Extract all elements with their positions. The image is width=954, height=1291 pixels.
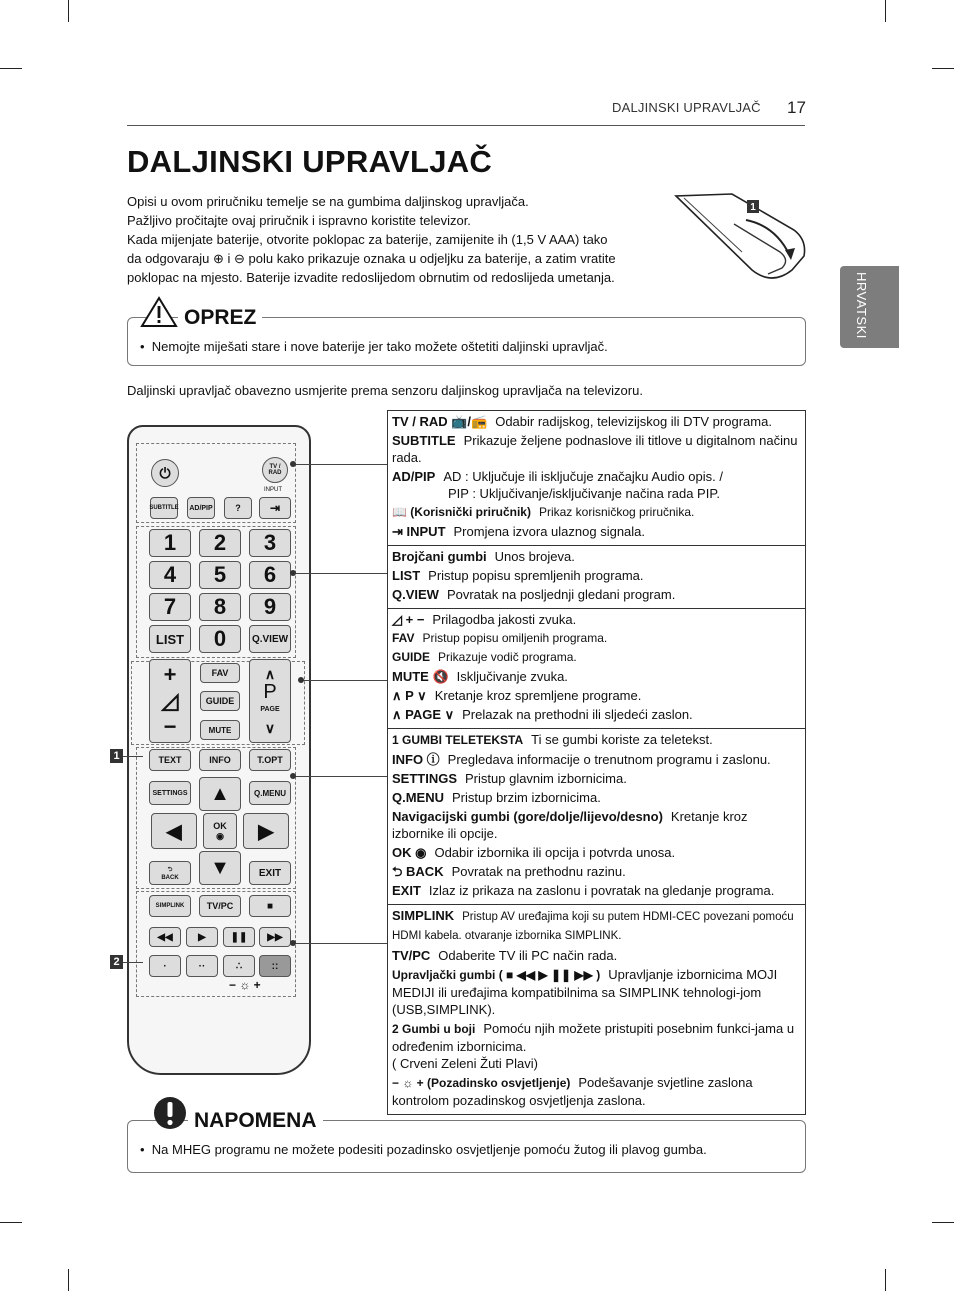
qmenu-button[interactable]: Q.MENU bbox=[249, 781, 291, 805]
backlight-control: − ☼ + bbox=[229, 978, 261, 992]
desc-value: Odabir radijskog, televizijskog ili DTV programa. bbox=[495, 414, 772, 429]
exclamation-icon bbox=[153, 1096, 187, 1130]
desc-key: 1 GUMBI TELETEKSTA bbox=[392, 733, 524, 747]
callout-2: 2 bbox=[110, 955, 123, 969]
desc-value: Kretanje kroz spremljene programe. bbox=[434, 688, 642, 703]
callout-1-leader bbox=[123, 756, 143, 757]
table-cell bbox=[388, 729, 806, 905]
desc-value: Pomoću njih možete pristupiti posebnim funkci-jama u određenim izbornicima. bbox=[392, 1021, 795, 1054]
leader-group-nav bbox=[293, 776, 387, 777]
volume-rocker[interactable]: + ◿ − bbox=[149, 659, 191, 743]
back-label: BACK bbox=[161, 875, 179, 881]
desc-row bbox=[392, 687, 801, 704]
leader-group-digits bbox=[293, 573, 387, 574]
desc-value: Prikaz korisničkog priručnika. bbox=[538, 505, 695, 519]
nav-right-button[interactable]: ▶ bbox=[243, 813, 289, 849]
table-cell bbox=[388, 609, 806, 729]
desc-row bbox=[392, 567, 801, 584]
table-cell bbox=[388, 546, 806, 609]
desc-key: GUIDE bbox=[392, 650, 431, 664]
desc-value: Odabir izbornika ili opcija i potvrda unosa. bbox=[434, 845, 676, 860]
desc-key: OK ◉ bbox=[392, 845, 427, 860]
desc-value: PIP : Uključivanje/isključivanje načina rada PIP. bbox=[448, 486, 720, 501]
desc-value: Prikazuje željene podnaslove ili titlove u digitalnom načinu rada. bbox=[392, 433, 798, 465]
desc-row bbox=[392, 611, 801, 628]
leader-group-volume bbox=[301, 680, 387, 681]
desc-key: 2 Gumbi u boji bbox=[392, 1022, 476, 1036]
list-button[interactable]: LIST bbox=[149, 625, 191, 653]
desc-value: Povratak na prethodnu razinu. bbox=[451, 864, 626, 879]
desc-row bbox=[392, 882, 801, 899]
caution-text-content: Nemojte miješati stare i nove baterije jer tako možete oštetiti daljinski upravljač. bbox=[151, 339, 608, 354]
desc-row bbox=[392, 1074, 801, 1109]
desc-row bbox=[392, 504, 801, 521]
leader-dot bbox=[290, 570, 296, 576]
desc-key: ∧ P ∨ bbox=[392, 688, 427, 703]
desc-value: Prelazak na prethodni ili sljedeći zaslon. bbox=[462, 707, 693, 722]
desc-row bbox=[392, 548, 801, 565]
yellow-button[interactable]: ∴ bbox=[223, 955, 255, 977]
fav-button[interactable]: FAV bbox=[200, 663, 240, 683]
caution-title: OPREZ bbox=[178, 306, 262, 330]
desc-key: Brojčani gumbi bbox=[392, 549, 487, 564]
intro-line: Pažljivo pročitajte ovaj priručnik i ispravno koristite televizor. bbox=[127, 213, 471, 228]
desc-key: ∧ PAGE ∨ bbox=[392, 707, 455, 722]
table-row bbox=[388, 905, 806, 1115]
desc-key: SETTINGS bbox=[392, 771, 458, 786]
digit-1-button[interactable]: 1 bbox=[149, 529, 191, 557]
intro-text bbox=[127, 192, 682, 287]
desc-key: 📖 (Korisnički priručnik) bbox=[392, 505, 531, 519]
topt-button[interactable]: T.OPT bbox=[249, 749, 291, 771]
digit-5-button[interactable]: 5 bbox=[199, 561, 241, 589]
desc-value: Pristup brzim izbornicima. bbox=[452, 790, 601, 805]
desc-key: INFO ⓘ bbox=[392, 752, 440, 767]
desc-row bbox=[392, 863, 801, 880]
desc-key: ◿ + − bbox=[392, 612, 425, 627]
input-button[interactable]: ⇥ bbox=[259, 497, 291, 519]
digit-0-button[interactable]: 0 bbox=[199, 625, 241, 653]
desc-row bbox=[392, 485, 801, 502]
page-title: DALJINSKI UPRAVLJAČ bbox=[127, 144, 493, 179]
note-text: • Na MHEG programu ne možete podesiti pozadinsko osvjetljenje pomoću žutog ili plavog gumba. bbox=[140, 1142, 707, 1157]
desc-row bbox=[392, 586, 801, 603]
mute-button[interactable]: MUTE bbox=[200, 720, 240, 740]
fast-forward-button[interactable]: ▶▶ bbox=[259, 927, 291, 947]
crop-mark bbox=[0, 1222, 22, 1223]
table-row bbox=[388, 609, 806, 729]
page-label: PAGE bbox=[260, 706, 280, 713]
nav-up-button[interactable]: ▲ bbox=[199, 777, 241, 811]
desc-key: SIMPLINK bbox=[392, 908, 455, 923]
svg-text:1: 1 bbox=[750, 202, 756, 213]
desc-key: ⮌ BACK bbox=[392, 864, 444, 879]
desc-value: Pristup glavnim izbornicima. bbox=[465, 771, 627, 786]
green-button[interactable]: ·· bbox=[186, 955, 218, 977]
desc-row bbox=[392, 523, 801, 540]
crop-mark bbox=[932, 68, 954, 69]
crop-mark bbox=[0, 68, 22, 69]
desc-key: ⇥ INPUT bbox=[392, 524, 446, 539]
note-title: NAPOMENA bbox=[188, 1109, 323, 1133]
intro-line: poklopac na mjesto. Baterije izvadite redoslijedom obrnutim od redoslijeda umetanja. bbox=[127, 270, 615, 285]
simplink-button[interactable]: SIMPLINK bbox=[149, 895, 191, 917]
table-cell bbox=[388, 905, 806, 1115]
desc-row bbox=[392, 789, 801, 806]
desc-value: Pristup popisu omiljenih programa. bbox=[422, 631, 608, 645]
crop-mark bbox=[932, 1222, 954, 1223]
tv-rad-button[interactable]: TV / RAD bbox=[262, 457, 288, 483]
back-button[interactable]: ⮌ BACK bbox=[149, 861, 191, 885]
caution-text: • Nemojte miješati stare i nove baterije jer tako možete oštetiti daljinski upravljač. bbox=[140, 339, 608, 354]
desc-key: FAV bbox=[392, 631, 415, 645]
desc-key: − ☼ + (Pozadinsko osvjetljenje) bbox=[392, 1076, 571, 1090]
leader-dot bbox=[290, 461, 296, 467]
desc-key: Q.VIEW bbox=[392, 587, 439, 602]
leader-group-bottom bbox=[293, 943, 387, 944]
power-button[interactable]: ⏻ bbox=[151, 459, 179, 487]
language-tab bbox=[840, 266, 899, 348]
help-button[interactable]: ? bbox=[224, 497, 252, 519]
blue-button[interactable]: :: bbox=[259, 955, 291, 977]
desc-value: Kretanje kroz izbornike ili opcije. bbox=[392, 809, 748, 841]
running-header: DALJINSKI UPRAVLJAČ bbox=[612, 100, 761, 115]
ok-label: OK bbox=[213, 820, 227, 831]
language-tab-label: HRVATSKI bbox=[854, 272, 869, 339]
digit-8-button[interactable]: 8 bbox=[199, 593, 241, 621]
leader-dot bbox=[298, 677, 304, 683]
program-label: P bbox=[263, 681, 277, 703]
desc-row bbox=[392, 468, 801, 485]
crop-mark bbox=[68, 0, 69, 22]
ok-button[interactable]: OK ◉ bbox=[203, 813, 237, 849]
callout-2-leader bbox=[123, 962, 143, 963]
program-rocker[interactable]: ∧ P PAGE ∨ bbox=[249, 659, 291, 743]
desc-key: TV/PC bbox=[392, 948, 431, 963]
subtitle-button[interactable]: SUBTITLE bbox=[150, 497, 178, 519]
header-rule bbox=[127, 125, 805, 126]
desc-row bbox=[392, 649, 801, 666]
remote-control-drawing bbox=[127, 425, 311, 1075]
callout-1: 1 bbox=[110, 749, 123, 763]
desc-row bbox=[392, 413, 801, 430]
nav-left-button[interactable]: ◀ bbox=[151, 813, 197, 849]
intro-line: Opisi u ovom priručniku temelje se na gumbima daljinskog upravljača. bbox=[127, 194, 529, 209]
guide-button[interactable]: GUIDE bbox=[200, 691, 240, 711]
desc-row bbox=[392, 907, 801, 945]
pause-button[interactable]: ❚❚ bbox=[223, 927, 255, 947]
desc-row bbox=[392, 947, 801, 964]
digit-6-button[interactable]: 6 bbox=[249, 561, 291, 589]
desc-key: Navigacijski gumbi (gore/dolje/lijevo/desno) bbox=[392, 809, 663, 824]
desc-value: Pregledava informacije o trenutnom programu i zaslonu. bbox=[447, 752, 771, 767]
desc-value: Unos brojeva. bbox=[494, 549, 575, 564]
desc-key: Upravljački gumbi ( ■ ◀◀ ▶ ❚❚ ▶▶ ) bbox=[392, 968, 601, 982]
leader-group-top bbox=[293, 464, 387, 465]
desc-row bbox=[392, 1020, 801, 1055]
input-label: INPUT bbox=[264, 487, 282, 493]
desc-value: Izlaz iz prikaza na zaslonu i povratak na gledanje programa. bbox=[428, 883, 775, 898]
desc-value: ( Crveni Zeleni Žuti Plavi) bbox=[392, 1056, 538, 1071]
desc-row bbox=[392, 751, 801, 768]
desc-row bbox=[392, 770, 801, 787]
desc-key: Q.MENU bbox=[392, 790, 444, 805]
note-text-content: Na MHEG programu ne možete podesiti pozadinsko osvjetljenje pomoću žutog ili plavog gumba. bbox=[151, 1142, 707, 1157]
desc-value: Odaberite TV ili PC način rada. bbox=[438, 948, 618, 963]
settings-button[interactable]: SETTINGS bbox=[149, 781, 191, 805]
table-row bbox=[388, 729, 806, 905]
desc-row bbox=[392, 1055, 801, 1072]
desc-row bbox=[392, 731, 801, 749]
digit-3-button[interactable]: 3 bbox=[249, 529, 291, 557]
desc-value: Povratak na posljednji gledani program. bbox=[446, 587, 676, 602]
desc-value: Upravljanje izbornicima MOJI MEDIJI ili uređajima kompatibilnima sa SIMPLINK tehnologi-jom (USB,SIMPLINK). bbox=[392, 967, 778, 1017]
desc-value: Ti se gumbi koriste za teletekst. bbox=[531, 732, 713, 747]
desc-row bbox=[392, 630, 801, 647]
desc-key: SUBTITLE bbox=[392, 433, 456, 448]
exit-button[interactable]: EXIT bbox=[249, 861, 291, 885]
ad-pip-button[interactable]: AD/PIP bbox=[187, 497, 215, 519]
desc-key: EXIT bbox=[392, 883, 421, 898]
desc-row bbox=[392, 706, 801, 723]
table-row bbox=[388, 411, 806, 546]
desc-value: Isključivanje zvuka. bbox=[456, 669, 568, 684]
rewind-button[interactable]: ◀◀ bbox=[149, 927, 181, 947]
desc-key: LIST bbox=[392, 568, 421, 583]
stop-button[interactable]: ■ bbox=[249, 895, 291, 917]
page-number: 17 bbox=[787, 98, 806, 117]
table-row bbox=[388, 546, 806, 609]
qview-button[interactable]: Q.VIEW bbox=[249, 625, 291, 653]
desc-key: TV / RAD 📺/📻 bbox=[392, 414, 488, 429]
digit-2-button[interactable]: 2 bbox=[199, 529, 241, 557]
crop-mark bbox=[885, 0, 886, 22]
desc-value: Promjena izvora ulaznog signala. bbox=[453, 524, 646, 539]
crop-mark bbox=[68, 1269, 69, 1291]
aim-instruction: Daljinski upravljač obavezno usmjerite prema senzoru daljinskog upravljača na televizoru. bbox=[127, 383, 643, 398]
battery-cover-illustration bbox=[672, 190, 807, 286]
desc-value: AD : Uključuje ili isključuje značajku Audio opis. / bbox=[443, 469, 723, 484]
desc-row bbox=[392, 432, 801, 466]
play-button[interactable]: ▶ bbox=[186, 927, 218, 947]
desc-key: AD/PIP bbox=[392, 469, 436, 484]
desc-key: MUTE 🔇 bbox=[392, 669, 449, 684]
digit-7-button[interactable]: 7 bbox=[149, 593, 191, 621]
desc-row bbox=[392, 668, 801, 685]
digit-9-button[interactable]: 9 bbox=[249, 593, 291, 621]
desc-value: Podešavanje svjetline zaslona kontrolom pozadinskog osvjetljenja zaslona. bbox=[392, 1075, 753, 1108]
desc-row bbox=[392, 844, 801, 861]
button-description-table bbox=[387, 410, 806, 1115]
crop-mark bbox=[885, 1269, 886, 1291]
desc-value: Prilagodba jakosti zvuka. bbox=[432, 612, 577, 627]
intro-line: da odgovaraju ⊕ i ⊖ polu kako prikazuje oznaka u odjeljku za baterije, a zatim vratite bbox=[127, 251, 616, 266]
tvpc-button[interactable]: TV/PC bbox=[199, 895, 241, 917]
intro-line: Kada mijenjate baterije, otvorite poklopac za baterije, zamijenite ih (1,5 V AAA) tako bbox=[127, 232, 608, 247]
leader-dot bbox=[290, 773, 296, 779]
digit-4-button[interactable]: 4 bbox=[149, 561, 191, 589]
desc-value: Prikazuje vodič programa. bbox=[438, 650, 577, 664]
red-button[interactable]: · bbox=[149, 955, 181, 977]
nav-down-button[interactable]: ▼ bbox=[199, 851, 241, 885]
info-button[interactable]: INFO bbox=[199, 749, 241, 771]
warning-triangle-icon bbox=[140, 296, 178, 328]
leader-dot bbox=[290, 940, 296, 946]
desc-value: Pristup AV uređajima koji su putem HDMI-CEC povezani pomoću HDMI kabela. otvaranje izbornika SIMPLINK. bbox=[392, 911, 794, 942]
desc-row bbox=[392, 808, 801, 842]
table-cell bbox=[388, 411, 806, 546]
desc-value: Pristup popisu spremljenih programa. bbox=[428, 568, 644, 583]
desc-row bbox=[392, 966, 801, 1018]
text-button[interactable]: TEXT bbox=[149, 749, 191, 771]
